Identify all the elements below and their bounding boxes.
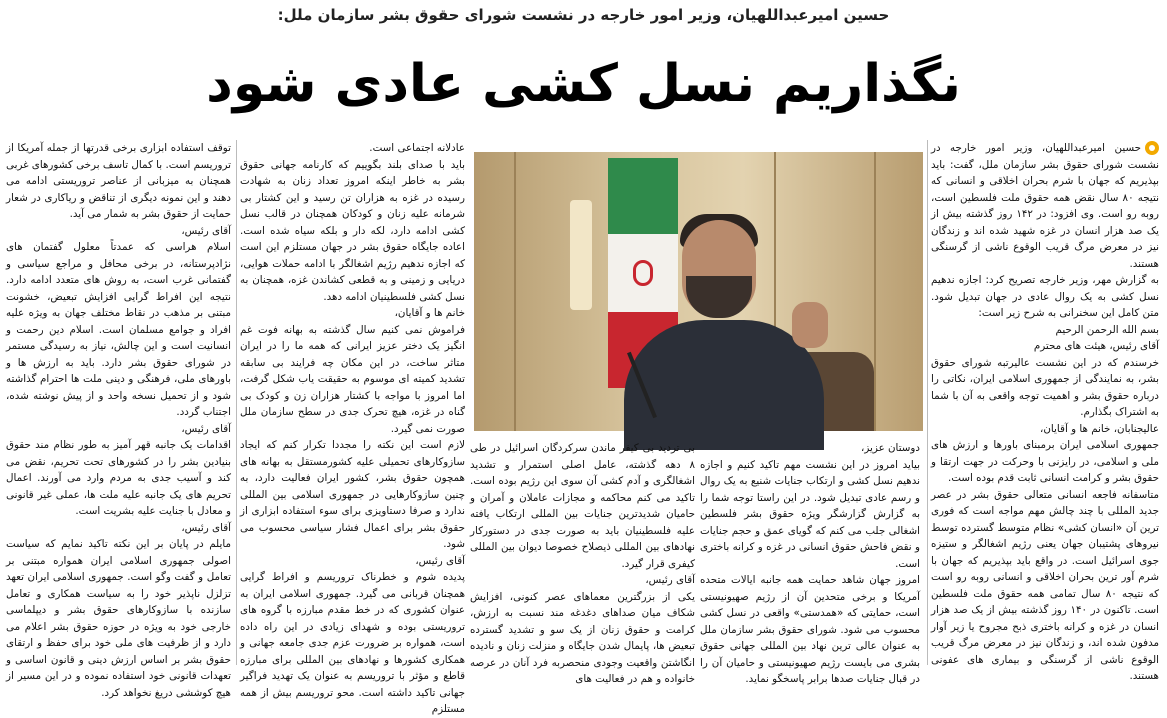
paragraph: امروز جهان شاهد حمایت همه جانبه ایالات متحده آمریکا و برخی متحدین آن از رژیم صهیونیستی است، حمایتی که «همدستی» واقعی در نسل کشی محسوب می شود. شورای حقوق بشر سازمان ملل به عنوان عالی ترین نهاد بین المللی جهانی حقوق بشری می بایست رژیم صهیونیستی و حامیان آن را در قبال جنایات صدها برابر پاسخگو نماید.	[700, 574, 920, 685]
paragraph: آقای رئیس،	[181, 422, 231, 435]
column-rule	[927, 140, 928, 665]
paragraph: بسم الله الرحمن الرحیم	[1055, 323, 1159, 336]
paragraph: مایلم در پایان بر این نکته تاکید نمایم که سیاست اصولی جمهوری اسلامی ایران همواره مبتنی بر تعامل و گفت وگو است. جمهوری اسلامی ایران تعهد تزلزل ناپذیر خود را به سیاست همکاری و تعامل سازنده با سازوکارهای حقوق بشر و دیپلماسی خارجی خود به ویژه در حوزه حقوق بشر اعلام می دارد و از ظرفیت های ملی خود برای حفظ و ارتقای حقوق بشر بر اساس ارزش دینی و قانون اساسی و تعهدات قانونی خود استفاده نموده و در این مسیر از هیچ کوششی دریغ نخواهد کرد.	[6, 538, 231, 699]
column-rule	[236, 140, 237, 665]
paragraph: آقای رئیس،	[181, 224, 231, 237]
kicker: حسین امیرعبداللهیان، وزیر امور خارجه در نشست شورای حقوق بشر سازمان ملل:	[277, 6, 890, 24]
paragraph: خانم ها و آقایان،	[394, 307, 465, 319]
article-column-4	[6, 140, 231, 699]
article-column-1	[931, 140, 1160, 682]
paragraph: یکی از بزرگترین معماهای عصر کنونی، افزایش شکاف میان صداهای دغدغه مند نسبت به ارزش، کرامت و حقوق زنان از یک سو و تشدید گسترده تبعیض ها، پایمال شدن جایگاه و منزلت زنان و نادیده انگاشتن واقعیت وجودی منحصربه فرد آنان در عرصه خانواده و هم در فعالیت های	[470, 590, 695, 685]
paragraph: لازم است این نکته را مجددا تکرار کنم که ایجاد سازوکارهای تحمیلی علیه کشورمستقل به بهانه های همچون حقوق بشر، کشور ایران فعالیت دارد، به چنین سازوکارهایی در جمهوری اسلامی بین المللی ندارد و صرفا دستاویزی برای سوء استفاده ابزاری از حقوق بشر برای اعمال فشار سیاسی محسوب می شود.	[240, 439, 465, 550]
paragraph: آقای رئیس،	[415, 554, 465, 567]
article-column-3	[240, 140, 465, 715]
paragraph: متاسفانه فاجعه انسانی متعالی حقوق بشر در عصر جدید المللی با چند چالش مهم مواجه است که فوری ترین آن «انسان کشی» نظام متوسط گسترده توسط نیروهای پشتیبان جهان یعنی رژیم اشغالگر و ستیزه جوی اسرائیل است. در واقع باید بپذیریم که جهان با شرم آور ترین بحران اخلاقی و انسانی روبه رو است که نتیجه ۸۰ سال تمامی همه حقوق ملت فلسطین است. تاکنون در ۱۴۰ روز گذشته بیش از یک صد هزار انسان در غزه و کرانه باختری ذبح مجروح یا زیر آوار مدفون شده اند، و زندگان نیز در معرض مرگ قریب الوقوع ناشی از گرسنگی و بیماری های عفونی هستند.	[931, 488, 1160, 682]
article-column-5	[470, 440, 695, 685]
paragraph: آقای رئیس،	[645, 574, 695, 586]
paragraph: عالیجنابان، خانم ها و آقایان،	[1040, 422, 1159, 435]
article-column-2	[700, 440, 920, 685]
paragraph: عادلانه اجتماعی است.	[369, 142, 465, 154]
paragraph: توقف استفاده ابزاری برخی قدرتها از جمله آمریکا از تروریسم است. با کمال تاسف برخی کشورهای غربی همچنان به میزبانی از عناصر تروریستی ادامه می دهند و این نمونه دیگری از تناقض و ریاکاری در شعار حمایت از حقوق بشر به شمار می آید.	[6, 142, 231, 220]
paragraph: پدیده شوم و خطرناک تروریسم و افراط گرایی همچنان قربانی می گیرد. جمهوری اسلامی ایران به عنوان کشوری که در خط مقدم مبارزه با گروه های تروریستی بوده و شهدای زیادی در این راه داده است، همواره بر ضرورت عزم جدی جامعه جهانی و همکاری کشورها و نهادهای بین المللی برای مبارزه قاطع و مؤثر با تروریسم به عنوان یک تهدید فراگیر جهانی تاکید داشته است. محو تروریسم بیش از همه مستلزم	[240, 571, 465, 715]
paragraph: آقای رئیس، هیئت های محترم	[1033, 340, 1159, 352]
paragraph: باید با صدای بلند بگوییم که کارنامه جهانی حقوق بشر به خاطر اینکه امروز تعداد زنان به شهادت رسیده در غزه به هزاران تن رسید و این کشتار بی شرمانه علیه زنان و کودکان همچنان در قالب نسل کشی ادامه دارد، لکه دار و بلکه سیاه شده است. اعاده جایگاه حقوق بشر در جهان مستلزم این است که اجازه ندهیم رژیم اشغالگر با ادامه حملات هوایی، دریایی و زمینی و به قطعی کشاندن غزه، همچنان به نسل کشی فلسطینیان ادامه دهد.	[240, 158, 465, 303]
paragraph: اقدامات یک جانبه قهر آمیز به طور نظام مند حقوق بنیادین بشر را در کشورهای تحت تحریم، نقض می کند و آسیب جدی به مردم وارد می آورند. اعمال تحریم های یک جانبه علیه ملت ها، عملی غیر قانونی و معادل با جنایت علیه بشریت است.	[6, 439, 231, 517]
headline: نگذاریم نسل کشی عادی شود	[206, 54, 961, 114]
paragraph: فراموش نمی کنیم سال گذشته به بهانه فوت غم انگیز یک دختر عزیز ایرانی که همه ما را در ایران متاثر ساخت، در این مکان چه فرایند بی سابقه تشدید کمیته ای موسوم به حقیقت یاب شکل گرفت، اما امروز با مواجه با کشتار هزاران زن و کودک بی گناه در غزه، هیچ تحرک جدی در سطح سازمان ملل صورت نمی گیرد.	[240, 323, 465, 435]
lead-paragraph: حسین امیرعبداللهیان، وزیر امور خارجه در نشست شورای حقوق بشر سازمان ملل، گفت: باید بپذیریم که جهان با شرم بحران اخلاقی و انسانی که نتیجه ۸۰ سال نقض همه حقوق ملت فلسطین است، روبه رو است. وی افزود: در ۱۴۲ روز گذشته بیش از یک صد هزار انسان در غزه شهید شده اند و زندگان نیز در معرض مرگ قریب الوقوع ناشی از گرسنگی هستند.	[931, 142, 1159, 270]
paragraph: اسلام هراسی که عمدتاً معلول گفتمان های نژادپرستانه، در برخی محافل و مراجع سیاسی و گفتمانی غرب است، به روش های متعدد ادامه دارد. نتیجه این افراط گرایی افزایش تبعیض، خشونت مبتنی بر مذهب در نقاط مختلف جهان به ویژه علیه افراد و جوامع مسلمان است. اسلام دین رحمت و انسانیت است و این چالش، نیاز به رسیدگی مستمر در شورای حقوق بشر دارد. باید به ارزش ها و باورهای ملی، فرهنگی و دینی ملت ها احترام گذاشته شود و از تحمیل نسخه واحد و از پیش نوشته شده، اجتناب گردد.	[6, 241, 231, 418]
paragraph: خرسندم که در این نشست عالیرتبه شورای حقوق بشر، به نمایندگی از جمهوری اسلامی ایران، نکاتی را درباره حقوق بشر و اهمیت توجه واقعی به آن با شما به اشتراک بگذارم.	[931, 356, 1159, 418]
article-photo	[474, 152, 923, 431]
paragraph: به گزارش مهر، وزیر خارجه تصریح کرد: اجازه ندهیم نسل کشی به یک روال عادی در جهان تبدیل شود. متن کامل این سخنرانی به شرح زیر است:	[931, 274, 1159, 319]
paragraph: آقای رئیس،	[181, 521, 231, 534]
paragraph: جمهوری اسلامی ایران برمبنای باورها و ارزش های ملی و اسلامی، در رایزنی با وحرکت در جهت ارتقا و حقوق بشر و کرامت انسانی ثابت قدم بوده است.	[931, 439, 1159, 484]
paragraph: بیاید امروز در این نشست مهم تاکید کنیم و اجازه ندهیم نسل کشی و ارتکاب جنایات شنیع به یک روال و رسم عادی تبدیل شود. در این راستا توجه شما را به گزارش گزارشگر ویژه حقوق بشر فلسطین اشغالی جلب می کنم که گویای عمق و حجم جنایات و نقض فاحش حقوق انسانی در غزه و کرانه باختری است.	[700, 458, 920, 570]
bullet-icon	[1145, 141, 1159, 155]
paragraph: بی تردید بی کیفر ماندن سرکردگان اسرائیل در طی ۸ دهه گذشته، عامل اصلی استمرار و تشدید اشغالگری و آدم کشی آن سوی این رژیم بوده است. تاکید می کنم محاکمه و مجازات عاملان و آمران و حامیان شدیدترین جنایات بین المللی ارتکاب یافته علیه فلسطینیان باید به صورت جدی در دستورکار نهادهای بین المللی ذیصلاح خصوصا دیوان بین المللی کیفری قرار گیرد.	[470, 442, 695, 570]
paragraph: دوستان عزیز،	[861, 442, 920, 454]
